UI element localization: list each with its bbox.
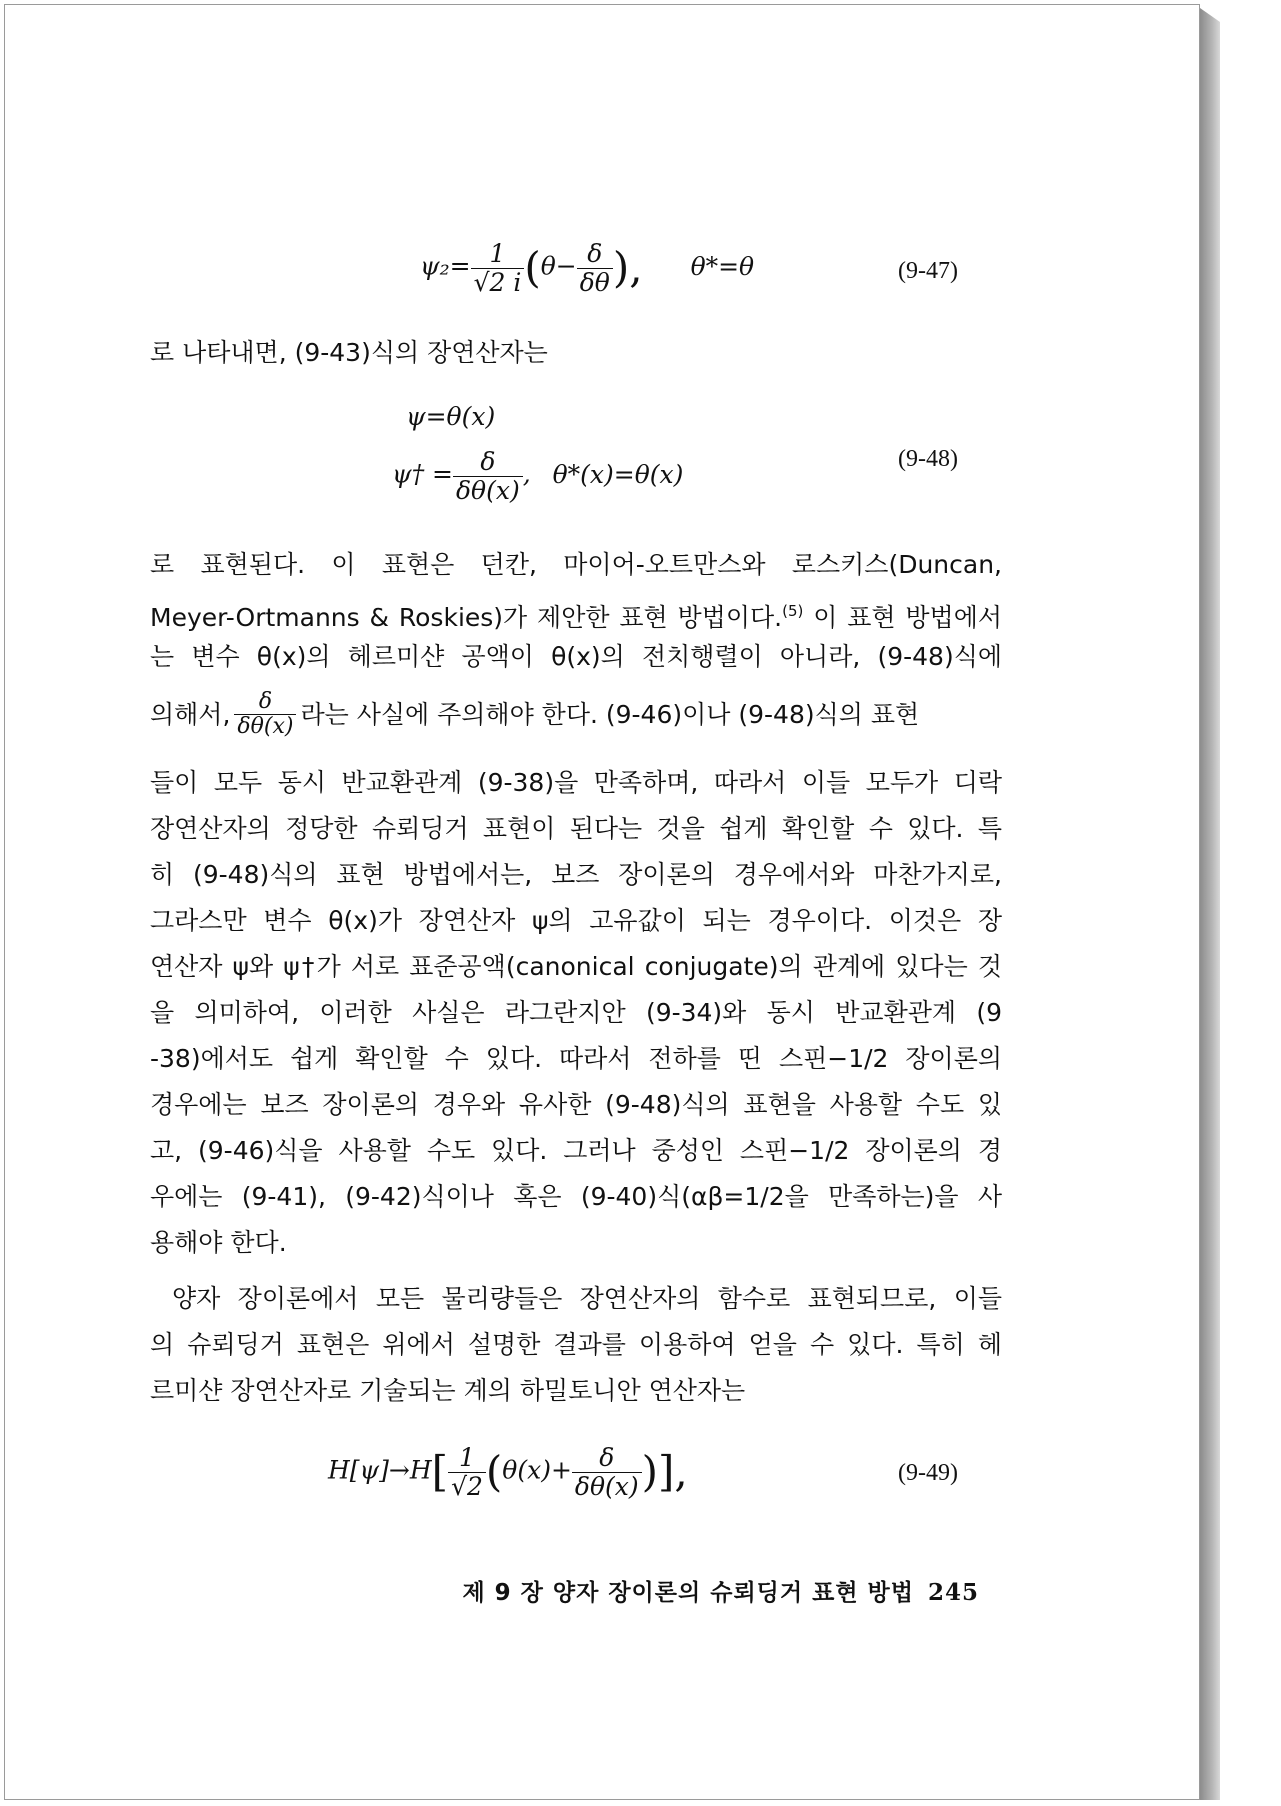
p1-line-12: 경우에는 보즈 장이론의 경우와 유사한 (9-48)식의 표현을 사용할 수도 있	[150, 1090, 1002, 1119]
frac-line-deriv	[234, 690, 296, 739]
page-number: 245	[927, 1579, 979, 1606]
eq947-paren-close: ),	[612, 243, 643, 292]
p1-line-2-tail: 이 표현 방법에서	[803, 603, 1002, 632]
eq949-theta-plus: θ(x)+	[502, 1455, 572, 1485]
eq948-deriv-den: δθ(x)	[456, 475, 520, 505]
frac-line-suffix: 라는 사실에 주의해야 한다. (9-46)이나 (9-48)식의 표현	[300, 699, 920, 729]
eq947-paren-open: (	[524, 243, 541, 292]
p1-frac-line	[150, 690, 1002, 739]
eq947-frac-num: 1	[471, 240, 525, 269]
eq949-frac-den: √2	[451, 1471, 483, 1501]
frac-line-num: δ	[234, 690, 296, 715]
eq949-bracket-open: [	[431, 1447, 449, 1496]
eq947-deriv-num: δ	[577, 240, 613, 269]
eq947-deriv	[577, 240, 613, 296]
intro-line: 로 나타내면, (9-43)식의 장연산자는	[150, 338, 548, 367]
equation-number-9-48: (9-48)	[898, 446, 958, 472]
footer-chapter: 제 9 장 양자 장이론의 슈뢰딩거 표현 방법	[462, 1580, 914, 1606]
eq947-lhs: ψ₂=	[420, 251, 471, 281]
p2-line-1: 양자 장이론에서 모든 물리량들은 장연산자의 함수로 표현되므로, 이들	[172, 1284, 1002, 1313]
p1-line-6: 장연산자의 정당한 슈뢰딩거 표현이 된다는 것을 쉽게 확인할 수 있다. 특	[150, 814, 1002, 843]
eq947-theta-minus: θ−	[540, 251, 577, 281]
p1-line-10: 을 의미하여, 이러한 사실은 라그란지안 (9-34)와 동시 반교환관계 (9	[150, 998, 1002, 1027]
eq949-frac-num: 1	[448, 1444, 486, 1473]
p1-line-14: 우에는 (9-41), (9-42)식이나 혹은 (9-40)식(αβ=1/2을 만족하는)을 사	[150, 1182, 1002, 1211]
eq949-frac	[448, 1444, 486, 1500]
eq949-paren-open: (	[485, 1447, 503, 1496]
eq947-deriv-den: δθ	[579, 267, 610, 297]
frac-line-prefix: 의해서,	[150, 699, 231, 729]
equation-number-9-49: (9-49)	[898, 1460, 958, 1486]
p2-line-3: 르미샨 장연산자로 기술되는 계의 하밀토니안 연산자는	[150, 1376, 746, 1405]
p1-line-7: 히 (9-48)식의 표현 방법에서는, 보즈 장이론의 경우에서와 마찬가지로,	[150, 860, 1002, 889]
eq947-frac-den: √2 i	[473, 267, 522, 297]
p1-line-5: 들이 모두 동시 반교환관계 (9-38)을 만족하며, 따라서 이들 모두가 디락	[150, 768, 1002, 797]
eq948-deriv	[453, 448, 523, 504]
eq948-deriv-num: δ	[453, 448, 523, 477]
equation-9-49	[328, 1444, 688, 1500]
p1-line-1: 로 표현된다. 이 표현은 던칸, 마이어-오트만스와 로스키스(Duncan,	[150, 550, 1002, 579]
p1-line-15: 용해야 한다.	[150, 1228, 287, 1257]
footnote-mark: (5)	[782, 602, 804, 620]
page-edge-shadow	[1200, 8, 1220, 1800]
eq949-lhs: H[ψ]→H	[328, 1455, 432, 1485]
p1-line-11: -38)에서도 쉽게 확인할 수 있다. 따라서 전하를 띤 스핀−1/2 장이론의	[150, 1044, 1002, 1073]
eq949-deriv	[572, 1444, 642, 1500]
p2-line-2: 의 슈뢰딩거 표현은 위에서 설명한 결과를 이용하여 얻을 수 있다. 특히 헤	[150, 1330, 1002, 1359]
running-footer	[462, 1574, 979, 1607]
p1-line-9: 연산자 ψ와 ψ†가 서로 표준공액(canonical conjugate)의 관계에 있다는 것	[150, 952, 1002, 981]
eq947-relation: θ*=θ	[690, 251, 755, 281]
eq948-relation: θ*(x)=θ(x)	[552, 459, 684, 489]
equation-9-47	[420, 240, 754, 296]
equation-number-9-47: (9-47)	[898, 258, 958, 284]
p1-line-8: 그라스만 변수 θ(x)가 장연산자 ψ의 고유값이 되는 경우이다. 이것은 장	[150, 906, 1002, 935]
equation-9-48-line1: ψ=θ(x)	[406, 402, 496, 431]
eq947-frac	[471, 240, 525, 296]
p1-line-13: 고, (9-46)식을 사용할 수도 있다. 그러나 중성인 스핀−1/2 장이론의 경	[150, 1136, 1002, 1165]
eq948-lhs2: ψ† =	[392, 459, 453, 489]
p1-line-3: 는 변수 θ(x)의 헤르미샨 공액이 θ(x)의 전치행렬이 아니라, (9-48)식에	[150, 642, 1002, 671]
eq948-comma: ,	[522, 459, 531, 489]
eq949-closing: )],	[641, 1447, 688, 1496]
eq949-deriv-num: δ	[572, 1444, 642, 1473]
p1-line-2-text: Meyer-Ortmanns & Roskies)가 제안한 표현 방법이다.	[150, 603, 783, 632]
eq949-deriv-den: δθ(x)	[574, 1471, 639, 1501]
frac-line-den: δθ(x)	[237, 714, 294, 740]
equation-9-48-line2	[392, 448, 683, 504]
